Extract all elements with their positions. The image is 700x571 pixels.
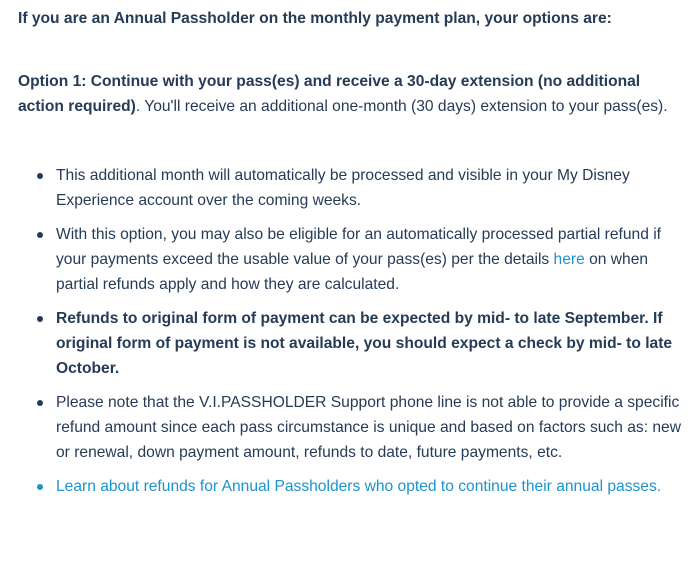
list-item-text: Please note that the V.I.PASSHOLDER Support phone line is not able to provide a specific refund amount since each pass circumstance is unique and based on factors such as: new or renewal, down payment amount, refunds to date, future payments, etc. <box>56 394 681 461</box>
list-item-text: Refunds to original form of payment can be expected by mid- to late September. If original form of payment is not available, you should expect a check by mid- to late October. <box>56 310 673 377</box>
bullet-icon <box>37 484 43 490</box>
section-heading: If you are an Annual Passholder on the monthly payment plan, your options are: <box>18 10 612 27</box>
option-1-details-list <box>18 163 682 499</box>
bullet-icon <box>37 316 43 322</box>
list-item <box>56 474 682 499</box>
option-1-paragraph <box>18 69 682 119</box>
list-item <box>56 306 682 381</box>
list-item <box>56 163 682 213</box>
bullet-icon <box>37 232 43 238</box>
option-1-description: . You'll receive an additional one-month (30 days) extension to your pass(es). <box>135 98 668 115</box>
bullet-icon <box>37 173 43 179</box>
partial-refunds-details-link[interactable]: here <box>553 251 585 268</box>
option-1-title: Option 1: Continue with your pass(es) and receive a 30-day extension (no additional action required) <box>18 73 641 115</box>
list-item-text-before-link: With this option, you may also be eligible for an automatically processed partial refund if your payments exceed the usable value of your pass(es) per the details <box>56 226 662 268</box>
list-item <box>56 390 682 465</box>
bullet-icon <box>37 400 43 406</box>
list-item-text: This additional month will automatically be processed and visible in your My Disney Experience account over the coming weeks. <box>56 167 630 209</box>
list-item-text-after-link: on when partial refunds apply and how they are calculated. <box>56 251 649 293</box>
learn-about-refunds-link[interactable]: Learn about refunds for Annual Passholders who opted to continue their annual passes. <box>56 478 662 495</box>
list-item <box>56 222 682 297</box>
